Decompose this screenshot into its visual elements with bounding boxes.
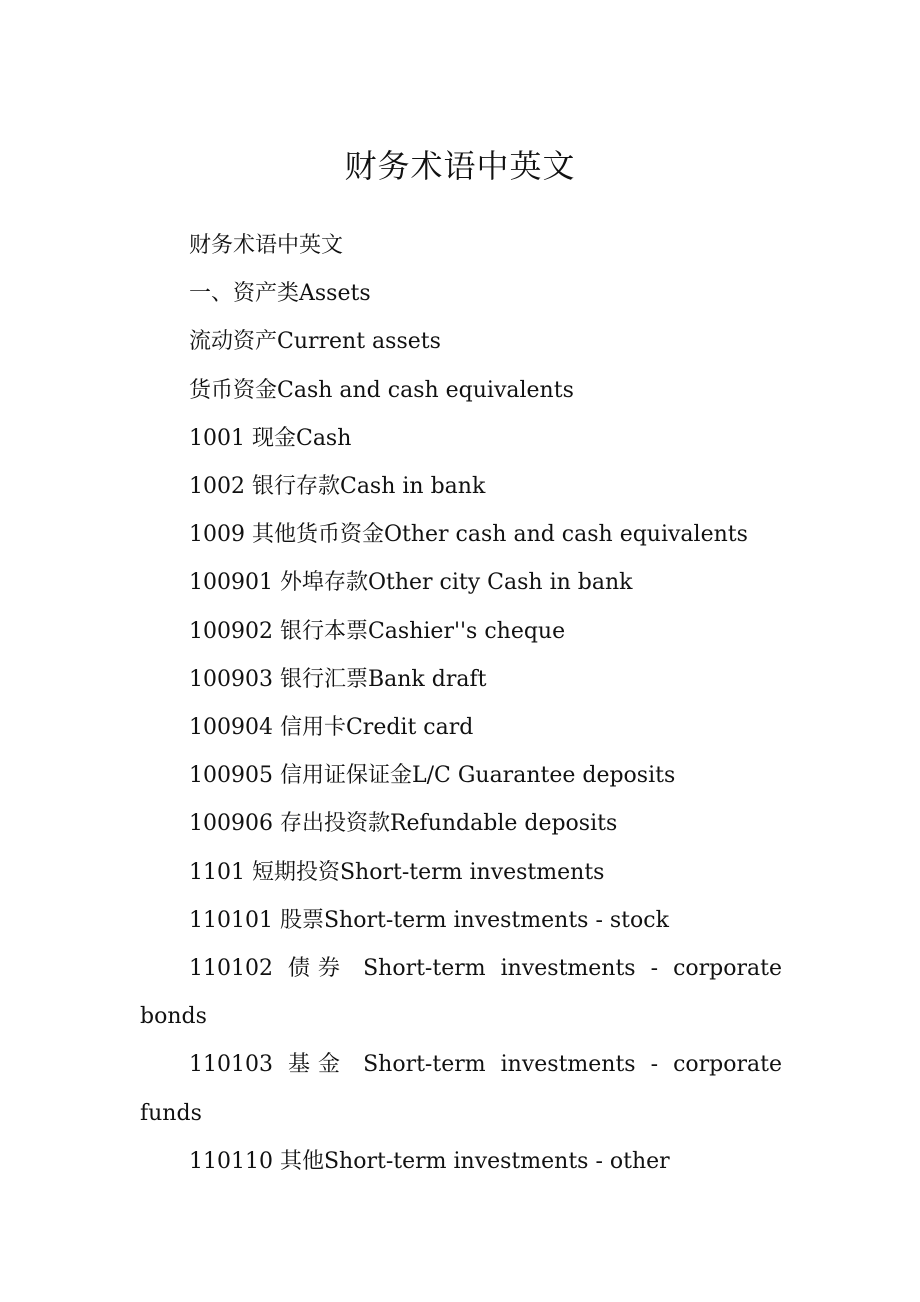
paragraph-1001: 1001 现金Cash <box>189 425 352 451</box>
paragraph-110102: 110102 债券 Short-term investments - corporate bonds <box>140 956 782 1030</box>
paragraph-heading: 财务术语中英文 <box>189 233 344 258</box>
paragraph-current-assets: 流动资产Current assets <box>189 329 441 355</box>
paragraph-110101: 110101 股票Short-term investments - stock <box>189 907 669 933</box>
paragraph-100902: 100902 银行本票Cashier''s cheque <box>189 618 566 644</box>
document-body <box>140 222 782 1186</box>
paragraph-100905: 100905 信用证保证金L/C Guarantee deposits <box>189 763 676 789</box>
paragraph-assets-category: 一、资产类Assets <box>189 281 371 307</box>
document-title: 财务术语中英文 <box>344 147 576 185</box>
paragraph-cash-equivalents: 货币资金Cash and cash equivalents <box>189 377 574 403</box>
paragraph-1009: 1009 其他货币资金Other cash and cash equivalents <box>189 522 748 548</box>
paragraph-110110: 110110 其他Short-term investments - other <box>189 1148 670 1174</box>
paragraph-100904: 100904 信用卡Credit card <box>189 715 474 741</box>
paragraph-1101: 1101 短期投资Short-term investments <box>189 859 605 885</box>
paragraph-100901: 100901 外埠存款Other city Cash in bank <box>189 570 633 596</box>
paragraph-1002: 1002 银行存款Cash in bank <box>189 474 486 500</box>
paragraph-100903: 100903 银行汇票Bank draft <box>189 666 487 692</box>
paragraph-100906: 100906 存出投资款Refundable deposits <box>189 811 618 837</box>
paragraph-110103: 110103 基金 Short-term investments - corporate funds <box>140 1052 782 1126</box>
